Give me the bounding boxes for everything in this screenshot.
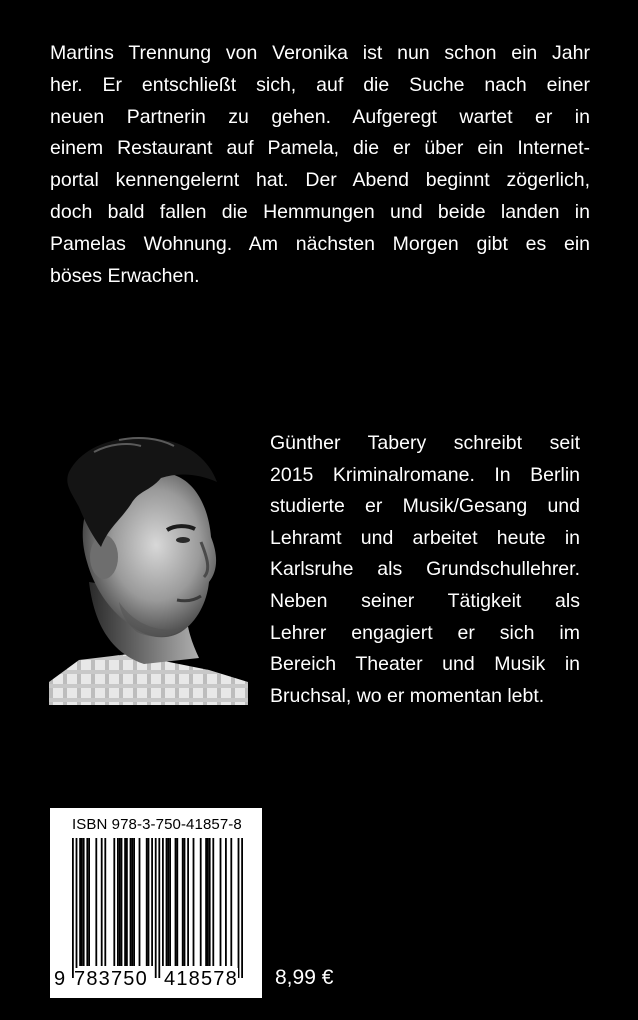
author-bio — [270, 428, 580, 712]
barcode-bar — [187, 838, 189, 966]
isbn-barcode — [50, 808, 262, 998]
barcode-bar — [166, 838, 168, 966]
barcode-bar — [72, 838, 74, 978]
bio-line: Lehrer engagiert er sich im — [270, 621, 580, 644]
barcode-bar — [162, 838, 164, 966]
barcode-bar — [76, 838, 78, 978]
barcode-bar — [167, 838, 169, 966]
barcode-bar — [230, 838, 232, 966]
barcode-bar — [148, 838, 150, 966]
blurb-line: böses Erwachen. — [50, 264, 200, 287]
barcode-bar — [81, 838, 83, 966]
barcode-bar — [124, 838, 126, 966]
bio-line: Bruchsal, wo er momentan lebt. — [270, 684, 545, 707]
barcode-bar — [225, 838, 227, 966]
barcode-bar — [131, 838, 133, 966]
barcode-bar — [182, 838, 184, 966]
bio-line: Neben seiner Tätigkeit als — [270, 589, 580, 612]
blurb-line: einem Restaurant auf Pamela, die er über ein Internet- — [50, 137, 590, 160]
barcode-bar — [104, 838, 106, 966]
barcode-bar — [176, 838, 178, 966]
barcode-bar — [158, 838, 160, 978]
isbn-number: ISBN 978-3-750-41857-8 — [72, 816, 242, 833]
barcode-bar — [86, 838, 88, 966]
barcode-bar — [113, 838, 115, 966]
barcode-bar — [169, 838, 171, 966]
barcode-bar — [193, 838, 195, 966]
barcode-bar — [95, 838, 97, 966]
barcode-bar — [238, 838, 240, 978]
blurb-line: neuen Partnerin zu gehen. Aufgeregt wartet er in — [50, 105, 590, 128]
barcode-bar — [139, 838, 141, 966]
barcode-bars — [60, 838, 254, 988]
barcode-bar — [119, 838, 121, 966]
bio-line: Karlsruhe als Grundschullehrer. — [270, 558, 580, 581]
barcode-bar — [155, 838, 157, 978]
barcode-bar — [220, 838, 222, 966]
bio-line: Lehramt und arbeitet heute in — [270, 526, 580, 549]
barcode-bar — [151, 838, 153, 966]
barcode-bar — [212, 838, 214, 966]
barcode-bar — [146, 838, 148, 966]
ean-first-digit: 9 — [54, 968, 66, 990]
price-label: 8,99 € — [275, 966, 334, 989]
barcode-bar — [88, 838, 90, 966]
barcode-bar — [205, 838, 207, 966]
barcode-bar — [83, 838, 85, 966]
barcode-bar — [130, 838, 132, 966]
ean-left-group: 783750 — [74, 968, 148, 990]
blurb-line: Martins Trennung von Veronika ist nun schon ein Jahr — [50, 42, 590, 64]
barcode-bar — [241, 838, 243, 978]
blurb-line: Pamelas Wohnung. Am nächsten Morgen gibt es ein — [50, 232, 590, 255]
bio-line: 2015 Kriminalromane. In Berlin — [270, 463, 580, 486]
blurb-line: her. Er entschließt sich, auf die Suche nach einer — [50, 73, 590, 96]
blurb-line: portal kennengelernt hat. Der Abend beginnt zögerlich, — [50, 169, 590, 192]
barcode-bar — [117, 838, 119, 966]
barcode-bar — [101, 838, 103, 966]
bio-line: Günther Tabery schreibt seit — [270, 432, 580, 454]
barcode-bar — [175, 838, 177, 966]
blurb-line: doch bald fallen die Hemmungen und beide landen in — [50, 200, 590, 223]
barcode-bar — [207, 838, 209, 966]
bio-line: Bereich Theater und Musik in — [270, 653, 580, 676]
barcode-bar — [184, 838, 186, 966]
barcode-bar — [121, 838, 123, 966]
barcode-bar — [79, 838, 81, 966]
bio-line: studierte er Musik/Gesang und — [270, 495, 580, 518]
barcode-bar — [133, 838, 135, 966]
barcode-bar — [209, 838, 211, 966]
barcode-bar — [126, 838, 128, 966]
book-blurb — [50, 38, 590, 292]
author-photo — [49, 432, 248, 705]
barcode-bar — [200, 838, 202, 966]
ean-right-group: 418578 — [164, 968, 238, 990]
